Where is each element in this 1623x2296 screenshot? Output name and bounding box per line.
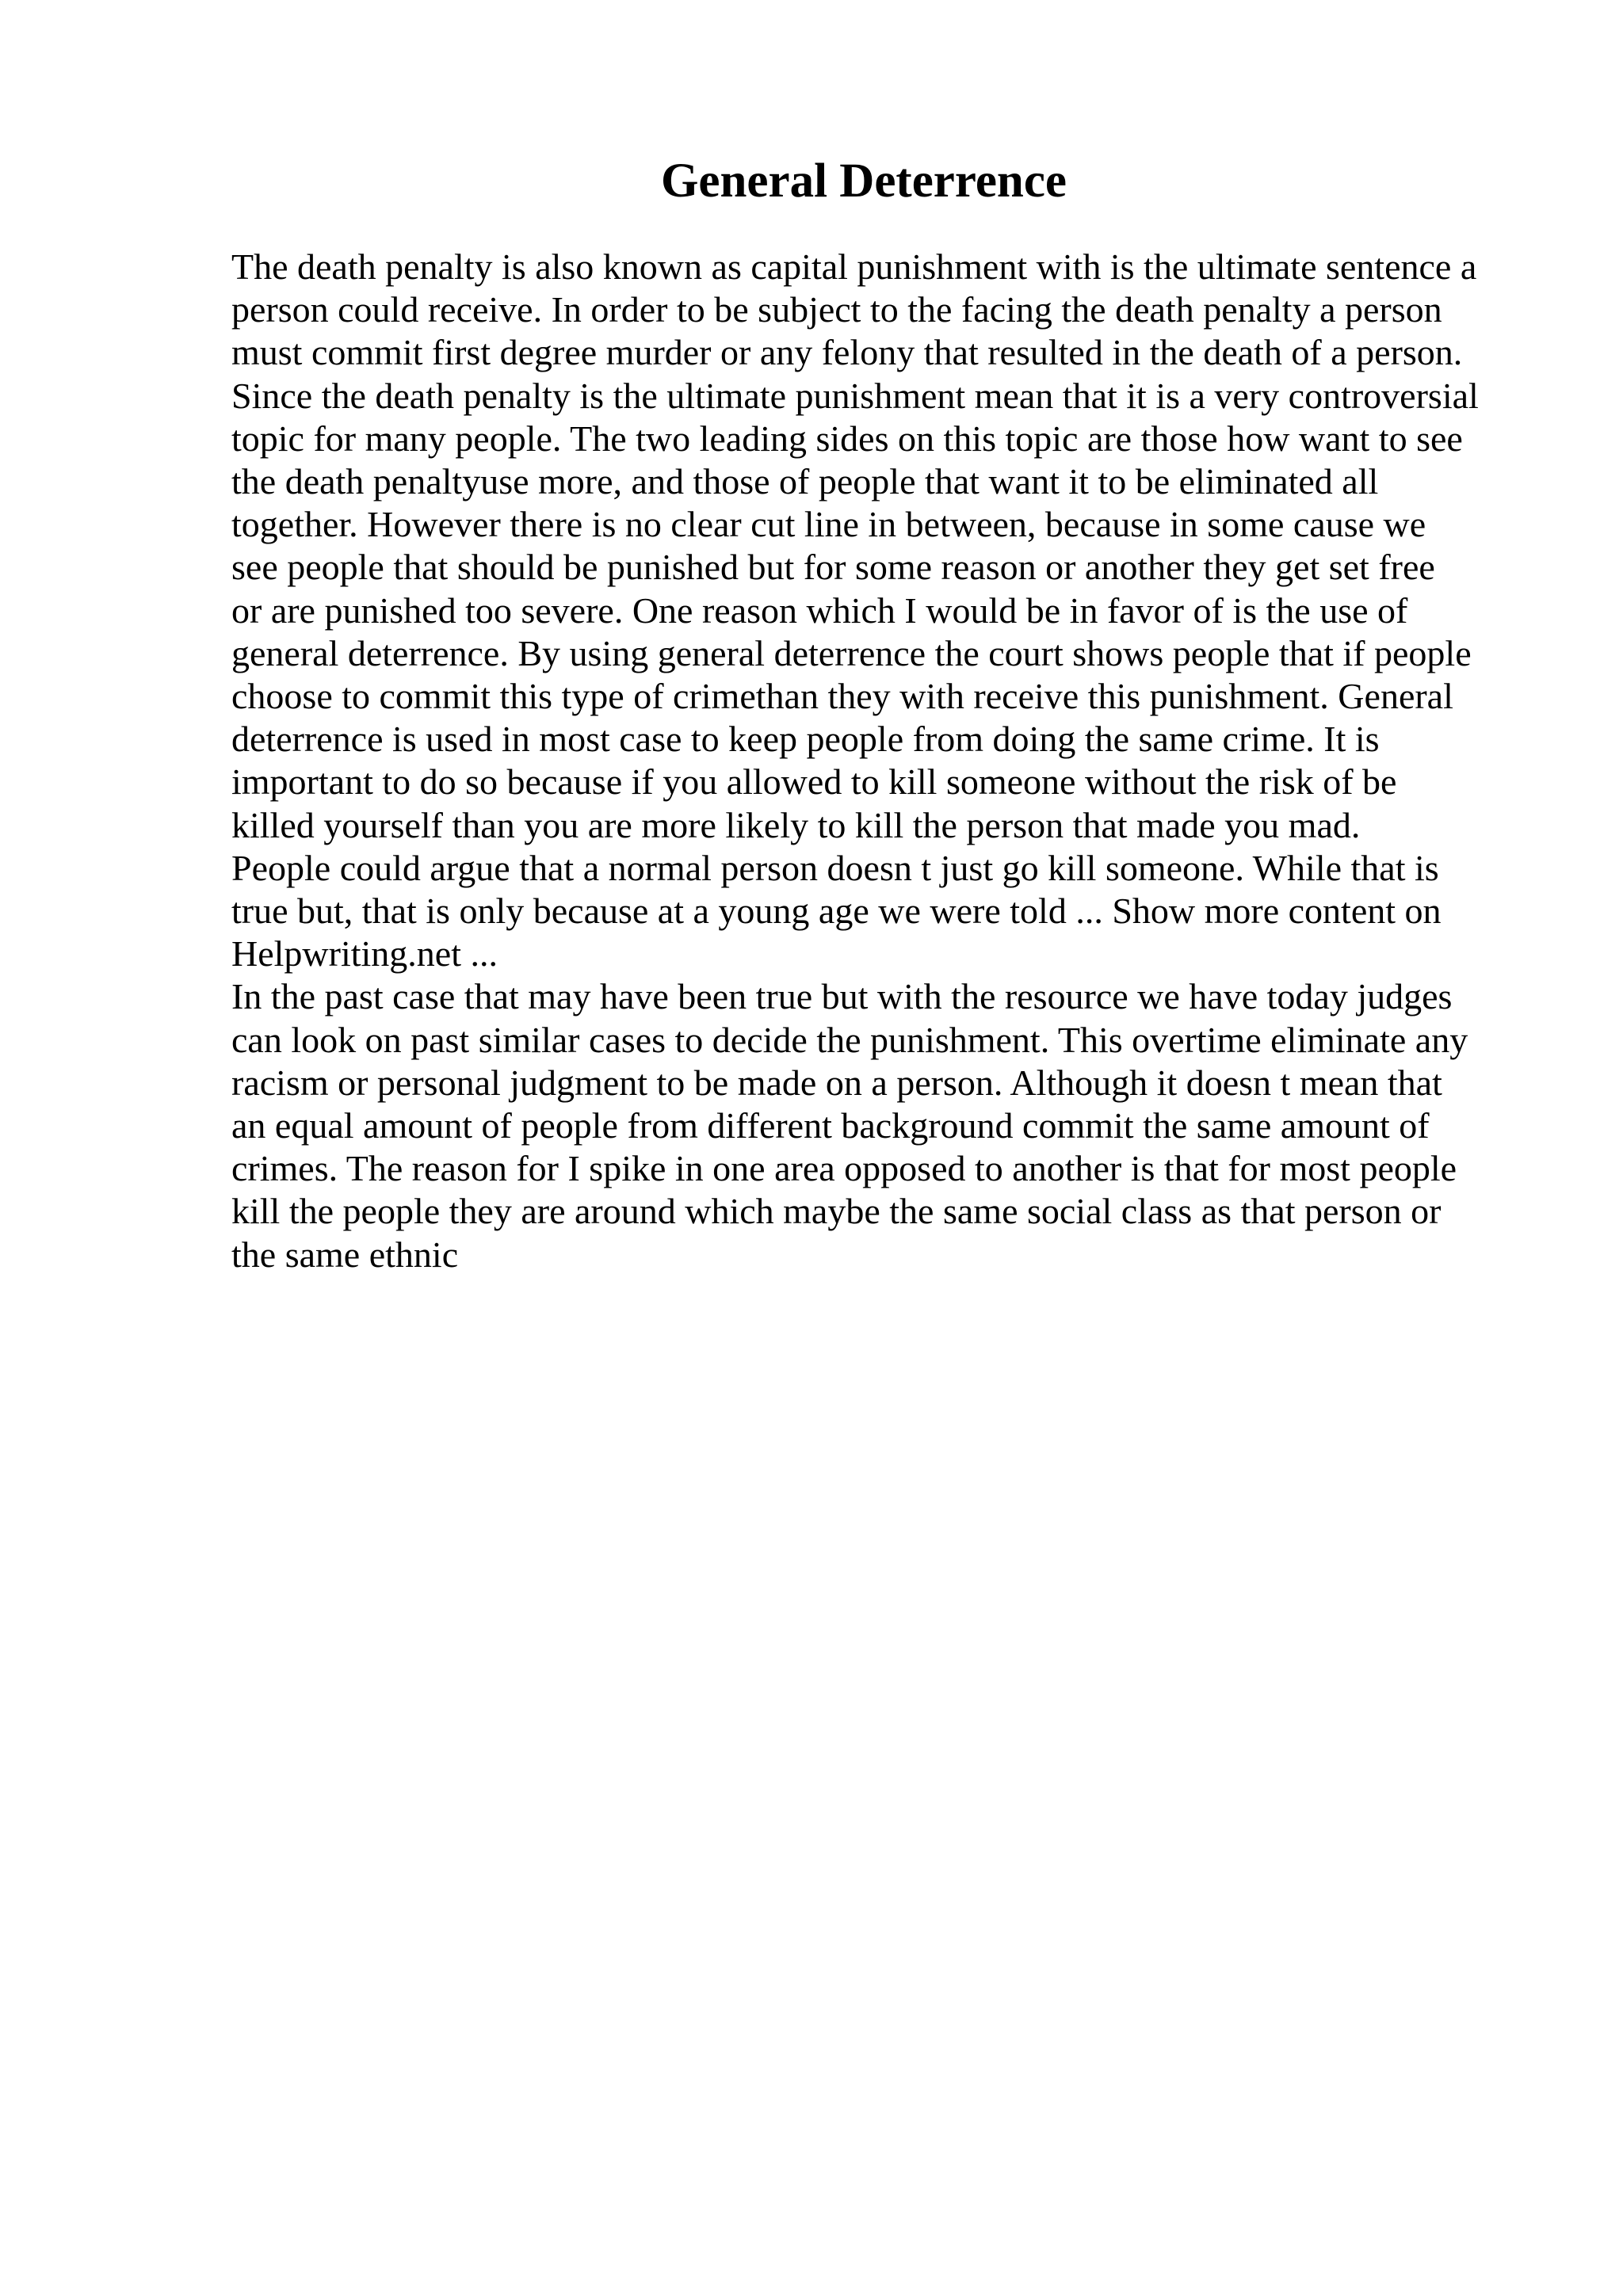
text-line: crimes. The reason for I spike in one area opposed to another is that for most people (231, 1148, 1457, 1189)
document-body (231, 246, 1563, 1276)
text-line: killed yourself than you are more likely to kill the person that made you mad. (231, 804, 1361, 845)
text-line: or are punished too severe. One reason which I would be in favor of is the use of (231, 589, 1408, 631)
text-line: can look on past similar cases to decide the punishment. This overtime eliminate any (231, 1019, 1468, 1060)
text-line: general deterrence. By using general deterrence the court shows people that if people (231, 632, 1472, 673)
text-line: person could receive. In order to be subject to the facing the death penalty a person (231, 289, 1442, 330)
text-line: In the past case that may have been true but with the resource we have today judges (231, 976, 1453, 1017)
text-line: the same ethnic (231, 1234, 459, 1275)
text-line: The death penalty is also known as capital punishment with is the ultimate sentence a (231, 246, 1477, 287)
text-line: an equal amount of people from different background commit the same amount of (231, 1105, 1430, 1146)
text-line: racism or personal judgment to be made on a person. Although it doesn t mean that (231, 1062, 1442, 1103)
text-line: deterrence is used in most case to keep people from doing the same crime. It is (231, 719, 1380, 760)
text-line: People could argue that a normal person doesn t just go kill someone. While that is (231, 847, 1439, 888)
document-title: General Deterrence (660, 154, 1067, 208)
text-line: choose to commit this type of crimethan they with receive this punishment. General (231, 676, 1453, 717)
text-line: topic for many people. The two leading sides on this topic are those how want to see (231, 418, 1463, 459)
text-line: important to do so because if you allowed to kill someone without the risk of be (231, 761, 1397, 803)
text-line: true but, that is only because at a young age we were told ... Show more content on (231, 891, 1442, 932)
text-line: kill the people they are around which maybe the same social class as that person or (231, 1191, 1442, 1232)
text-line: together. However there is no clear cut line in between, because in some cause we (231, 504, 1426, 545)
text-line: Since the death penalty is the ultimate punishment mean that it is a very controversial (231, 375, 1479, 416)
text-line: the death penaltyuse more, and those of people that want it to be eliminated all (231, 461, 1379, 502)
text-line: see people that should be punished but for some reason or another they get set free (231, 547, 1435, 588)
text-line: must commit first degree murder or any felony that resulted in the death of a person. (231, 332, 1463, 373)
text-line: Helpwriting.net ... (231, 933, 498, 974)
